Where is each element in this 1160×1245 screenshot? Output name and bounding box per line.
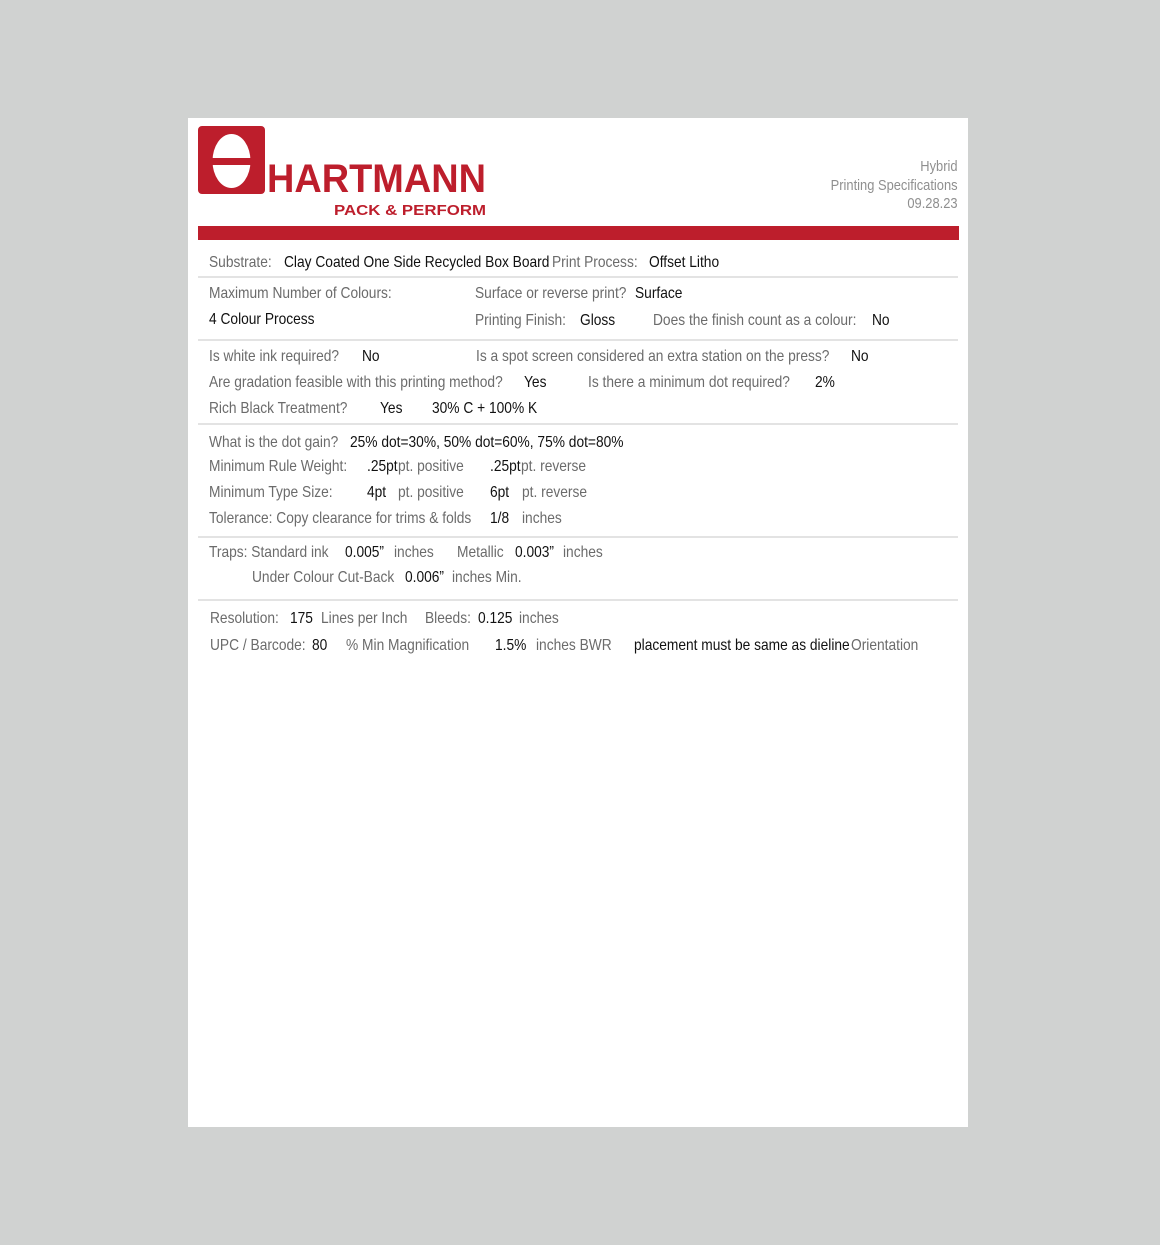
white-ink-label: Is white ink required? — [209, 348, 340, 365]
brand-tagline: PACK & PERFORM — [334, 203, 486, 218]
spec-sheet — [188, 118, 968, 1127]
bwr-value: 1.5% — [495, 637, 527, 654]
max-colours-label: Maximum Number of Colours: — [209, 285, 392, 302]
traps-standard-unit: inches — [394, 544, 434, 561]
substrate-value: Clay Coated One Side Recycled Box Board — [284, 254, 550, 271]
finish-value: Gloss — [580, 312, 616, 329]
finish-count-label: Does the finish count as a colour: — [653, 312, 857, 329]
gradation-label: Are gradation feasible with this printing method? — [209, 374, 503, 391]
bleeds-label: Bleeds: — [425, 610, 471, 627]
section-divider — [198, 423, 958, 425]
upc-label: UPC / Barcode: — [210, 637, 306, 654]
tolerance-value: 1/8 — [490, 510, 510, 527]
brand-name: HARTMANN — [267, 157, 486, 201]
spot-screen-label: Is a spot screen considered an extra station on the press? — [476, 348, 830, 365]
print-process-label: Print Process: — [552, 254, 638, 271]
surface-value: Surface — [635, 285, 683, 302]
resolution-value: 175 — [290, 610, 313, 627]
type-size-reverse-unit: pt. reverse — [522, 484, 588, 501]
bwr-unit: inches BWR — [536, 637, 612, 654]
gradation-value: Yes — [524, 374, 547, 391]
resolution-label: Resolution: — [210, 610, 279, 627]
section-divider — [198, 599, 958, 601]
rule-weight-reverse-unit: pt. reverse — [521, 458, 587, 475]
traps-metallic-value: 0.003” — [515, 544, 555, 561]
traps-metallic-label: Metallic — [457, 544, 504, 561]
rule-weight-positive-value: .25pt — [367, 458, 398, 475]
white-ink-value: No — [362, 348, 380, 365]
hartmann-logo — [198, 126, 488, 218]
orientation-label: Orientation — [851, 637, 919, 654]
surface-label: Surface or reverse print? — [475, 285, 627, 302]
tolerance-unit: inches — [522, 510, 562, 527]
doc-title: Printing Specifications — [831, 176, 958, 194]
rule-weight-positive-unit: pt. positive — [398, 458, 464, 475]
traps-standard-value: 0.005” — [345, 544, 385, 561]
type-size-positive-value: 4pt — [367, 484, 387, 501]
finish-count-value: No — [872, 312, 890, 329]
rich-black-value: Yes — [380, 400, 403, 417]
bleeds-value: 0.125 — [478, 610, 513, 627]
type-size-positive-unit: pt. positive — [398, 484, 464, 501]
rich-black-label: Rich Black Treatment? — [209, 400, 348, 417]
doc-type: Hybrid — [920, 158, 958, 175]
placement-value: placement must be same as dieline — [634, 637, 850, 654]
section-divider — [198, 339, 958, 341]
resolution-unit: Lines per Inch — [321, 610, 408, 627]
finish-label: Printing Finish: — [475, 312, 567, 329]
dot-gain-label: What is the dot gain? — [209, 434, 339, 451]
bleeds-unit: inches — [519, 610, 559, 627]
cutback-label: Under Colour Cut-Back — [252, 569, 395, 586]
rich-black-mix: 30% C + 100% K — [432, 400, 538, 417]
cutback-value: 0.006” — [405, 569, 445, 586]
traps-metallic-unit: inches — [563, 544, 603, 561]
section-divider — [198, 276, 958, 278]
header-red-bar — [198, 226, 959, 240]
traps-label: Traps: Standard ink — [209, 544, 329, 561]
upc-unit: % Min Magnification — [346, 637, 470, 654]
doc-date: 09.28.23 — [907, 195, 958, 212]
spot-screen-value: No — [851, 348, 869, 365]
print-process-value: Offset Litho — [649, 254, 720, 271]
min-dot-value: 2% — [815, 374, 835, 391]
dot-gain-value: 25% dot=30%, 50% dot=60%, 75% dot=80% — [350, 434, 624, 451]
rule-weight-label: Minimum Rule Weight: — [209, 458, 348, 475]
document-header — [831, 158, 958, 214]
substrate-label: Substrate: — [209, 254, 272, 271]
rule-weight-reverse-value: .25pt — [490, 458, 521, 475]
max-colours-value: 4 Colour Process — [209, 311, 315, 328]
cutback-unit: inches Min. — [452, 569, 522, 586]
upc-value: 80 — [312, 637, 328, 654]
type-size-label: Minimum Type Size: — [209, 484, 333, 501]
tolerance-label: Tolerance: Copy clearance for trims & folds — [209, 510, 472, 527]
type-size-reverse-value: 6pt — [490, 484, 510, 501]
min-dot-label: Is there a minimum dot required? — [588, 374, 790, 391]
section-divider — [198, 536, 958, 538]
